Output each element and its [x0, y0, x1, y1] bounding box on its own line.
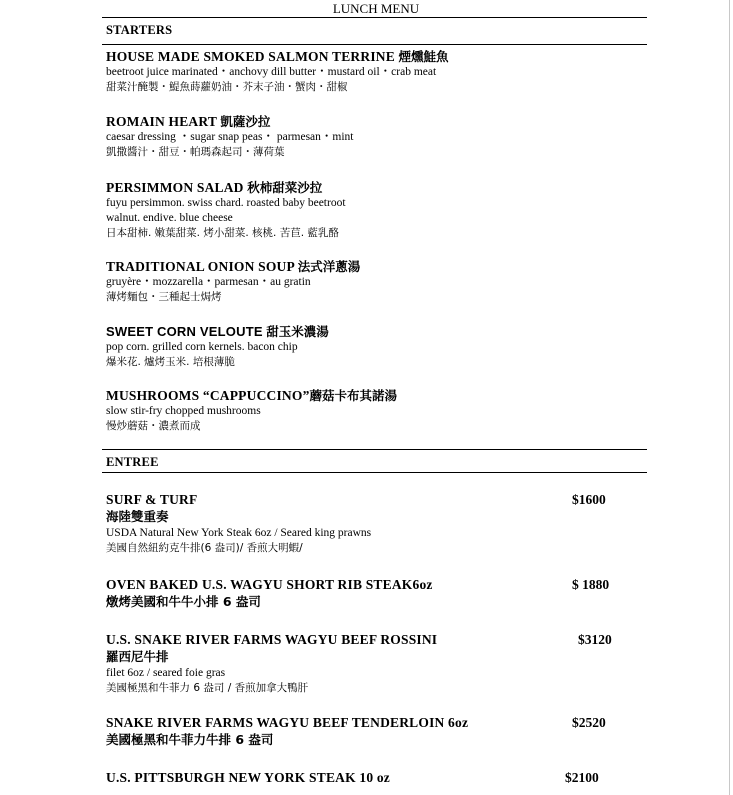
item-description-line2: walnut. endive. blue cheese	[106, 212, 233, 224]
item-name-zh: 燉烤美國和牛牛小排 6 盎司	[106, 594, 261, 609]
menu-item-romain-heart	[106, 113, 646, 160]
item-name: U.S. PITTSBURGH NEW YORK STEAK 10 oz	[106, 770, 390, 785]
item-price: $2100	[565, 770, 599, 785]
item-name: SNAKE RIVER FARMS WAGYU BEEF TENDERLOIN 6oz	[106, 715, 469, 730]
item-description: caesar dressing ・sugar snap peas・ parmesan・mint	[106, 131, 354, 143]
item-price: $ 1880	[572, 577, 610, 592]
menu-item-sweet-corn-veloute	[106, 323, 646, 370]
menu-title: LUNCH MENU	[332, 1, 420, 16]
menu-item-wagyu-rossini	[106, 631, 646, 696]
item-description: slow stir-fry chopped mushrooms	[106, 405, 261, 417]
item-name: SURF & TURF	[106, 492, 198, 507]
item-description-zh: 美國極黑和牛菲力 6 盎司 / 香煎加拿大鴨肝	[106, 682, 309, 694]
item-name-zh: 美國極黑和牛菲力牛排 6 盎司	[106, 732, 274, 747]
section-title-entree: ENTREE	[106, 455, 159, 469]
item-description-zh: 薄烤麵包・三種起士焗烤	[106, 291, 222, 303]
item-description-zh: 慢炒蘑菇・濃煮而成	[106, 420, 201, 432]
item-description: fuyu persimmon. swiss chard. roasted baby beetroot	[106, 197, 346, 209]
item-name: U.S. SNAKE RIVER FARMS WAGYU BEEF ROSSINI	[106, 632, 438, 647]
menu-item-wagyu-tenderloin	[106, 714, 646, 749]
item-price: $3120	[578, 632, 612, 647]
item-description-zh: 甜菜汁醃製・鯷魚蒔蘿奶油・芥末子油・蟹肉・甜椒	[106, 81, 348, 93]
item-description: pop corn. grilled corn kernels. bacon chip	[106, 341, 298, 353]
divider	[102, 449, 647, 450]
item-description-zh: 凱撒醬汁・甜豆・帕瑪森起司・薄荷葉	[106, 146, 285, 158]
item-description-zh: 爆米花. 爐烤玉米. 培根薄脆	[106, 356, 235, 368]
divider	[102, 472, 647, 473]
menu-item-mushrooms-cappuccino	[106, 387, 646, 434]
item-description: USDA Natural New York Steak 6oz / Seared king prawns	[106, 527, 372, 539]
menu-item-persimmon-salad	[106, 179, 646, 241]
section-title-starters: STARTERS	[106, 23, 173, 37]
menu-item-onion-soup	[106, 258, 646, 305]
page-edge	[729, 0, 730, 795]
item-name: TRADITIONAL ONION SOUP 法式洋蔥湯	[106, 259, 361, 274]
item-name: SWEET CORN VELOUTE 甜玉米濃湯	[106, 324, 329, 339]
item-name: OVEN BAKED U.S. WAGYU SHORT RIB STEAK6oz	[106, 577, 433, 592]
item-name: MUSHROOMS “CAPPUCCINO”蘑菇卡布其諾湯	[106, 388, 398, 403]
divider	[102, 44, 647, 45]
item-price: $2520	[572, 715, 606, 730]
item-description-zh: 日本甜柿. 嫩葉甜菜. 烤小甜菜. 核桃. 苦苣. 藍乳酪	[106, 227, 339, 239]
menu-item-surf-turf	[106, 491, 646, 556]
item-description-zh: 美國自然紐約克牛排(6 盎司)/ 香煎大明蝦/	[106, 542, 303, 554]
item-description: filet 6oz / seared foie gras	[106, 667, 226, 679]
item-description: gruyère・mozzarella・parmesan・au gratin	[106, 276, 311, 288]
item-name-zh: 海陸雙重奏	[106, 509, 169, 524]
item-name: HOUSE MADE SMOKED SALMON TERRINE 煙燻鮭魚	[106, 49, 449, 64]
divider	[102, 17, 647, 18]
item-name: PERSIMMON SALAD 秋柿甜菜沙拉	[106, 180, 323, 195]
menu-item-smoked-salmon	[106, 48, 646, 95]
item-price: $1600	[572, 492, 606, 507]
item-name: ROMAIN HEART 凱薩沙拉	[106, 114, 271, 129]
menu-item-wagyu-short-rib	[106, 576, 646, 611]
item-name-zh: 羅西尼牛排	[106, 649, 169, 664]
item-description: beetroot juice marinated・anchovy dill butter・mustard oil・crab meat	[106, 66, 437, 78]
